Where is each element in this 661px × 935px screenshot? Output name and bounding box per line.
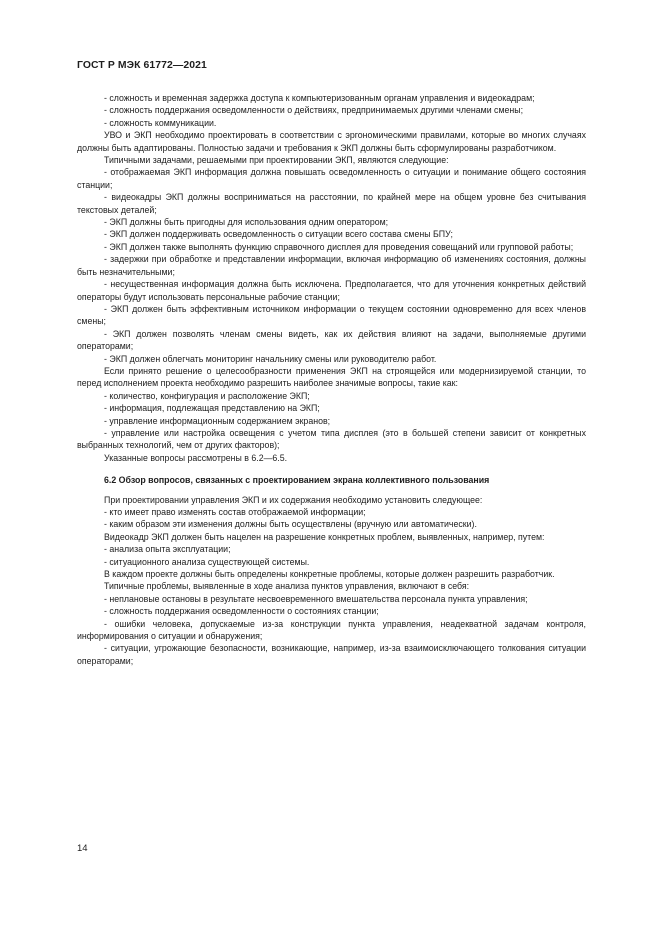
paragraph: При проектировании управления ЭКП и их содержания необходимо установить следующее: xyxy=(104,494,483,505)
page-number: 14 xyxy=(77,843,88,854)
list-item: - ошибки человека, допускаемые из-за конструкции пункта управления, неадекватной задачам контроля, информирования о ситуации и обнаружения; xyxy=(77,618,586,642)
list-item: - управление информационным содержанием экранов; xyxy=(104,415,331,426)
list-item: - ситуации, угрожающие безопасности, возникающие, например, из-за взаимоисключающего толкования ситуации операторами; xyxy=(77,643,586,666)
list-item: - анализа опыта эксплуатации; xyxy=(104,544,231,555)
paragraph: В каждом проекте должны быть определены конкретные проблемы, которые должен разрешить разработчик. xyxy=(104,569,555,580)
paragraph: Видеокадр ЭКП должен быть нацелен на разрешение конкретных проблем, выявленных, например, путем: xyxy=(104,531,545,542)
list-item: - сложность поддержания осведомленности о действиях, предпринимаемых другими членами смены; xyxy=(104,105,524,116)
list-item: - задержки при обработке и представлении информации, включая информацию об изменениях состояния, должны быть незначительными; xyxy=(77,254,586,277)
list-item: - сложность коммуникации. xyxy=(104,117,217,128)
list-item: - видеокадры ЭКП должны восприниматься на расстоянии, по крайней мере на общем уровне без считывания текстовых деталей; xyxy=(77,192,586,215)
list-item: - ситуационного анализа существующей системы. xyxy=(104,556,310,567)
list-item: - информация, подлежащая представлению на ЭКП; xyxy=(104,403,320,414)
paragraph: УВО и ЭКП необходимо проектировать в соответствии с эргономическими правилами, которые во многих случаях должны быть адаптированы. Полностью задачи и требования к ЭКП должны быть сформулированы разработчиком. xyxy=(77,130,586,153)
list-item: - отображаемая ЭКП информация должна повышать осведомленность о ситуации и понимание общего состояния станции; xyxy=(77,167,586,190)
list-item: - сложность поддержания осведомленности о состояниях станции; xyxy=(104,606,379,617)
list-item: - ЭКП должен быть эффективным источником информации о текущем состоянии одновременно для всех членов смены; xyxy=(77,303,586,327)
paragraph: Если принято решение о целесообразности применения ЭКП на строящейся или модернизируемой станции, то перед исполнением проекта необходимо разрешить наиболее значимые вопросы, такие как: xyxy=(77,365,586,389)
document-header: ГОСТ Р МЭК 61772—2021 xyxy=(77,60,207,71)
list-item: - сложность и временная задержка доступа к компьютеризованным органам управления и видеокадрам; xyxy=(104,93,535,103)
list-item: - несущественная информация должна быть исключена. Предполагается, что для уточнения конкретных действий операторы будут использовать персональные рабочие станции; xyxy=(77,279,586,302)
paragraph: Типичными задачами, решаемыми при проектировании ЭКП, являются следующие: xyxy=(104,155,449,166)
list-item: - каким образом эти изменения должны быть осуществлены (вручную или автоматически). xyxy=(104,519,477,530)
list-item: - ЭКП должен также выполнять функцию справочного дисплея для проведения совещаний или групповой работы; xyxy=(104,241,574,252)
document-body xyxy=(77,92,586,667)
list-item: - ЭКП должен облегчать мониторинг начальнику смены или руководителю работ. xyxy=(104,353,437,364)
list-item: - ЭКП должны быть пригодны для использования одним оператором; xyxy=(104,217,389,228)
list-item: - количество, конфигурация и расположение ЭКП; xyxy=(104,390,310,401)
list-item: - ЭКП должен позволять членам смены видеть, как их действия влияют на задачи, выполняемые другими операторами; xyxy=(77,328,586,352)
list-item: - управление или настройка освещения с учетом типа дисплея (это в большей степени зависит от конкретных выбранных технологий, чем от других факторов); xyxy=(77,427,586,451)
list-item: - ЭКП должен поддерживать осведомленность о ситуации всего состава смены БПУ; xyxy=(104,229,453,240)
paragraph: Типичные проблемы, выявленные в ходе анализа пунктов управления, включают в себя: xyxy=(104,581,470,592)
list-item: - неплановые остановы в результате несвоевременного вмешательства персонала пункта управления; xyxy=(104,593,528,604)
list-item: - кто имеет право изменять состав отображаемой информации; xyxy=(104,507,366,517)
section-heading: 6.2 Обзор вопросов, связанных с проектированием экрана коллективного пользования xyxy=(104,475,490,486)
paragraph: Указанные вопросы рассмотрены в 6.2—6.5. xyxy=(104,452,288,463)
